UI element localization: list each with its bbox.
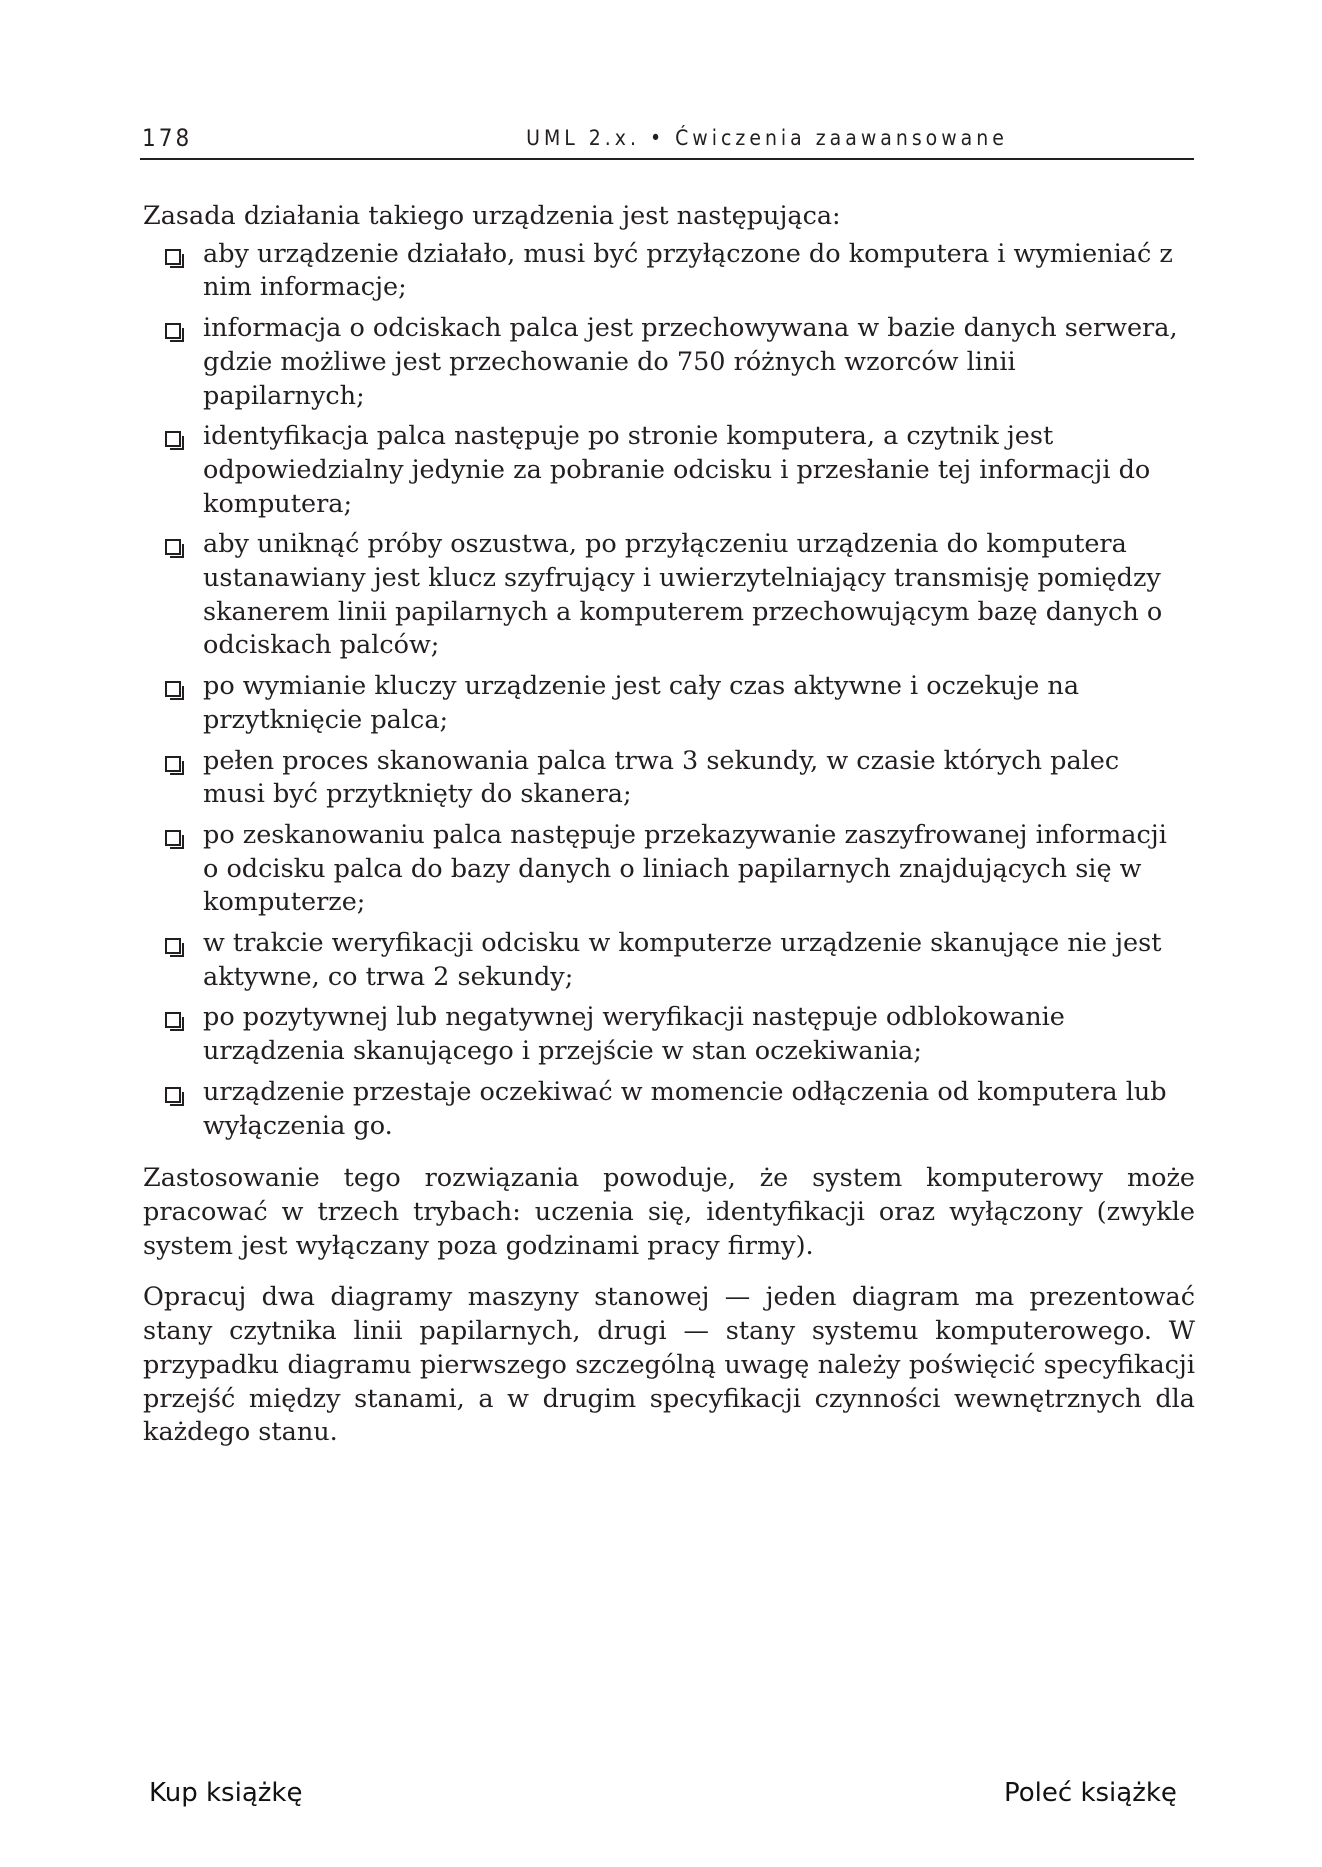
page-content	[143, 200, 1195, 1468]
checkbox-bullet-icon	[165, 539, 181, 555]
list-item	[143, 1001, 1195, 1068]
checkbox-bullet-icon	[165, 681, 181, 697]
list-item	[143, 528, 1195, 663]
list-item-text: po zeskanowaniu palca następuje przekazywanie zaszyfrowanej informacji o odcisku palca do bazy danych o liniach papilarnych znajdujących się w komputerze;	[203, 819, 1167, 918]
list-item	[143, 312, 1195, 413]
list-item-text: aby urządzenie działało, musi być przyłączone do komputera i wymieniać z nim informacje;	[203, 238, 1173, 303]
list-item	[143, 819, 1195, 920]
list-item-text: pełen proces skanowania palca trwa 3 sekundy, w czasie których palec musi być przytknięty do skanera;	[203, 745, 1120, 810]
list-item	[143, 927, 1195, 994]
list-item	[143, 670, 1195, 737]
page-number: 178	[142, 124, 193, 152]
paragraph-modes: Zastosowanie tego rozwiązania powoduje, że system komputerowy może pracować w trzech trybach: uczenia się, identyfikacji oraz wyłączony (zwykle system jest wyłączany poza godzinami pracy firmy).	[143, 1163, 1195, 1261]
checkbox-bullet-icon	[165, 830, 181, 846]
checkbox-bullet-icon	[165, 756, 181, 772]
running-title: UML 2.x. • Ćwiczenia zaawansowane	[526, 126, 1008, 150]
list-item	[143, 420, 1195, 521]
list-item-text: aby uniknąć próby oszustwa, po przyłączeniu urządzenia do komputera ustanawiany jest klucz szyfrujący i uwierzytelniający transmisję pomiędzy skanerem linii papilarnych a komputerem przechowującym bazę danych o odciskach palców;	[203, 529, 1163, 661]
buy-book-link[interactable]: Kup książkę	[149, 1778, 303, 1808]
list-item-text: informacja o odciskach palca jest przechowywana w bazie danych serwera, gdzie możliwe jest przechowanie do 750 różnych wzorców linii papilarnych;	[203, 313, 1178, 411]
checkbox-bullet-icon	[165, 1087, 181, 1103]
list-item-text: po wymianie kluczy urządzenie jest cały czas aktywne i oczekuje na przytknięcie palca;	[203, 671, 1080, 735]
checkbox-bullet-icon	[165, 249, 181, 265]
list-item-text: identyfikacja palca następuje po stronie komputera, a czytnik jest odpowiedzialny jedynie za pobranie odcisku i przesłanie tej informacji do komputera;	[203, 421, 1151, 519]
recommend-book-link[interactable]: Poleć książkę	[1004, 1778, 1177, 1808]
intro-text: Zasada działania takiego urządzenia jest następująca:	[143, 201, 841, 231]
checkbox-bullet-icon	[165, 323, 181, 339]
list-item-text: w trakcie weryfikacji odcisku w komputerze urządzenie skanujące nie jest aktywne, co trwa 2 sekundy;	[203, 928, 1162, 992]
list-item	[143, 745, 1195, 812]
checkbox-bullet-icon	[165, 431, 181, 447]
page-header	[140, 120, 1194, 160]
list-item	[143, 1076, 1195, 1143]
bullet-list	[143, 238, 1195, 1144]
list-item	[143, 238, 1195, 305]
checkbox-bullet-icon	[165, 938, 181, 954]
paragraph-task: Opracuj dwa diagramy maszyny stanowej — jeden diagram ma prezentować stany czytnika linii papilarnych, drugi — stany systemu komputerowego. W przypadku diagramu pierwszego szczególną uwagę należy poświęcić specyfikacji przejść między stanami, a w drugim specyfikacji czynności wewnętrznych dla każdego stanu.	[143, 1282, 1195, 1448]
list-item-text: po pozytywnej lub negatywnej weryfikacji następuje odblokowanie urządzenia skanującego i przejście w stan oczekiwania;	[203, 1002, 1065, 1067]
checkbox-bullet-icon	[165, 1012, 181, 1028]
list-item-text: urządzenie przestaje oczekiwać w momencie odłączenia od komputera lub wyłączenia go.	[203, 1076, 1167, 1141]
